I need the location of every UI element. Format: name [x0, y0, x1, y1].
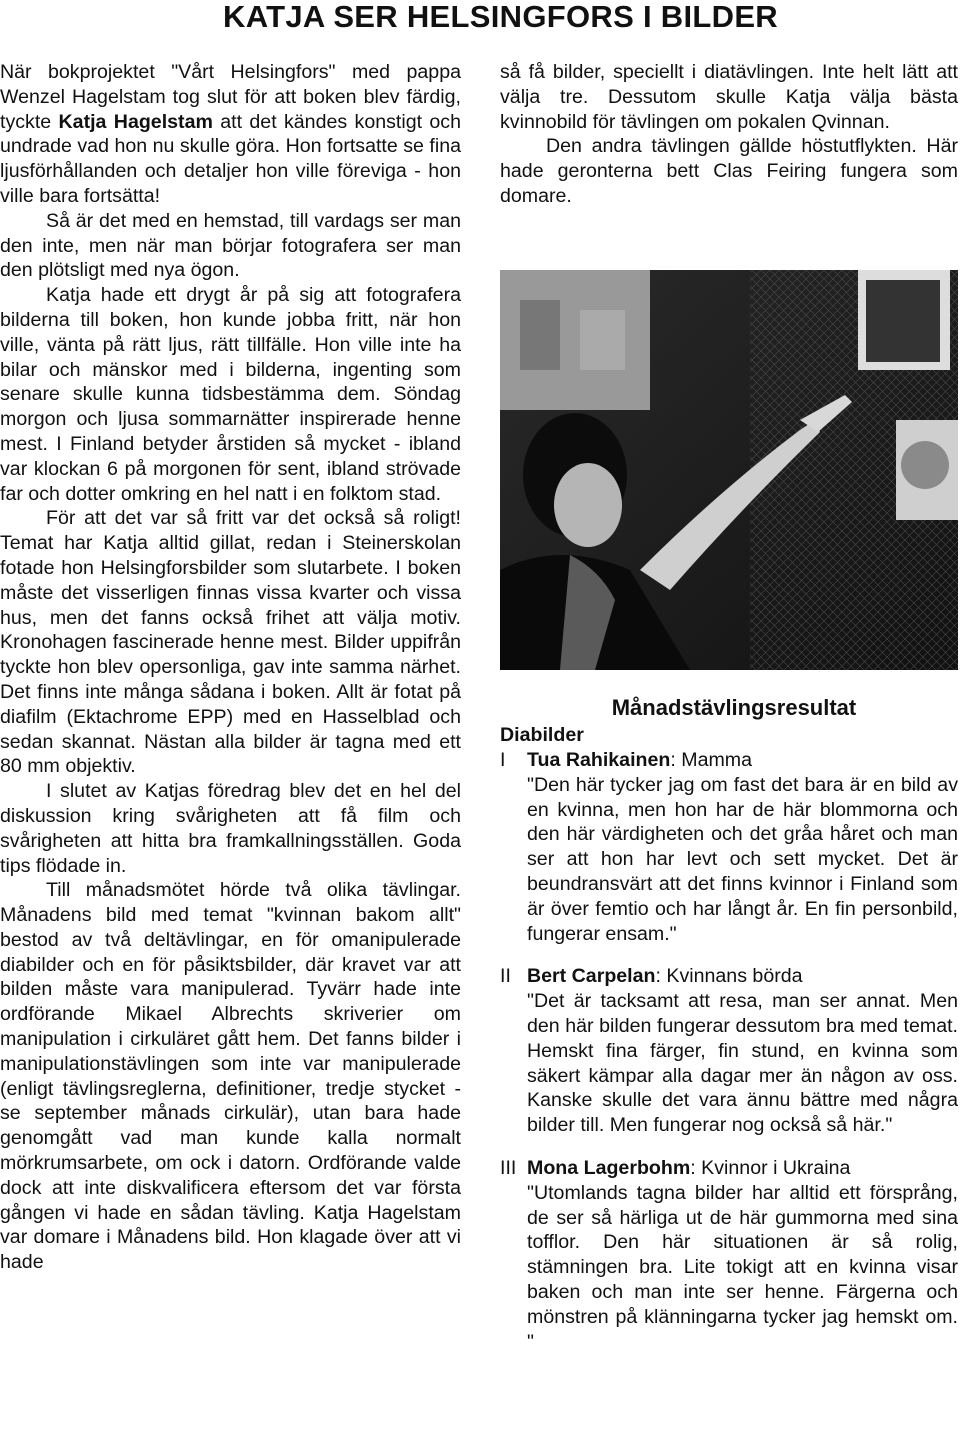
right-paragraph-2: Den andra tävlingen gällde höstutflykten. Här hade geronterna bett Clas Feiring fungera som domare. [500, 135, 958, 207]
results-title: Månadstävlingsresultat [611, 695, 857, 720]
result-entry-head [500, 748, 958, 773]
paragraph-4: För att det var så fritt var det också så roligt! Temat har Katja alltid gillat, redan i Steinerskolan fotade hon Helsingforsbilder som slutarbete. I boken måste det visserligen finnas vissa kvarter och vissa hus, men det fanns också frihet att välja motiv. Kronohagen fascinerade henne mest. Bilder uppifrån tyckte hon blev opersonliga, gav inte samma närhet. Det finns inte många sådana i boken. Allt är fotat på diafilm (Ektachrome EPP) med en Hasselblad och sedan skannat. Nästan alla bilder är tagna med ett 80 mm objektiv. [0, 507, 461, 778]
winner-name: Tua Rahikainen [527, 749, 671, 771]
paragraph-3: Katja hade ett drygt år på sig att fotografera bilderna till boken, hon kunde jobba fritt, när hon ville, vänta på rätt ljus, rätt tillfälle. Hon ville inte ha bilar och mänskor med i bilderna, ingenting som senare skulle kunna tidsbestämma dem. Söndag morgon och ljusa sommarnätter inspirerade henne mest. I Finland betyder årstiden så mycket - ibland var klockan 6 på morgonen för sent, ibland strövade far och dotter omkring en hel natt i en folktom stad. [0, 284, 461, 505]
paragraph-5: I slutet av Katjas föredrag blev det en hel del diskussion kring svårigheten att få film och svårigheten att hitta bra framkallningsställen. Goda tips flödade in. [0, 780, 461, 877]
left-column [0, 60, 461, 1275]
work-title: : Kvinnor i Ukraina [690, 1156, 851, 1179]
right-paragraph-1: så få bilder, speciellt i diatävlingen. Inte helt lätt att välja tre. Dessutom skulle Katja välja bästa kvinnobild för tävlingen om pokalen Qvinnan. [500, 61, 958, 133]
photo-katja-presenting [500, 270, 958, 670]
rank-label: II [500, 965, 511, 988]
winner-name: Bert Carpelan [527, 965, 656, 988]
judge-quote: "Utomlands tagna bilder har alltid ett försprång, de ser så härliga ut de här gummorna med sina tofflor. Den här situationen är så rolig, stämningen bra. Lite tokigt att en kvinna visar baken och man inte ser henne. Färgerna och mönstren på klänningarna tycker jag hemskt om. " [527, 1181, 958, 1353]
paragraph-1-start: När bokprojektet "Vårt Helsingfors" med pappa Wenzel Hagelstam tog slut för att boken blev färdig, tyckte [0, 61, 461, 133]
result-title [527, 748, 752, 773]
judge-quote: "Den här tycker jag om fast det bara är en bild av en kvinna, men hon har de här blommorna och den här värdigheten och det gråa håret och man ser att hon har levt och sett mycket. Det är beundransvärt att det finns kvinnor i Finland som är över femtio och har långt år. En fin personbild, fungerar ensam." [527, 773, 958, 945]
article-title: KATJA SER HELSINGFORS I BILDER [223, 0, 778, 34]
result-entry-1 [500, 748, 958, 946]
result-entry-2 [500, 964, 958, 1138]
work-title: : Kvinnans börda [655, 965, 803, 988]
paragraph-6: Till månadsmötet hörde två olika tävlingar. Månadens bild med temat "kvinnan bakom allt" bestod av två deltävlingar, en för omanipulerade diabilder och en för påsiktsbilder, där kravet var att bilden måste vara manipulerad. Tyvärr hade inte ordförande Mikael Albrechts skriverier om manipulation i cirkuläret gått hem. Det fanns bilder i manipulationstävlingen som inte var manipulerade (enligt tävlingsreglerna, definitioner, tredje stycket - se september månads cirkulär), utan bara hade genomgått vad man kunde kalla normalt mörkrumsarbete, om ock i datorn. Ordförande valde dock att inte diskvalificera eftersom det var första gången vi hade en sådan tävling. Katja Hagelstam var domare i Månadens bild. Hon klagade över att vi hade [0, 879, 461, 1274]
paragraph-1-end: att det kändes konstigt och undrade vad hon nu skulle göra. Hon fortsatte se fina ljusförhållanden och detaljer hon ville föreviga - hon ville bara fortsätta! [0, 110, 461, 207]
photographer-name: Katja Hagelstam [58, 110, 213, 133]
paragraph-2: Så är det med en hemstad, till vardags ser man den inte, men när man börjar fotografera ser man den plötsligt med nya ögon. [0, 209, 461, 282]
result-entry-3 [500, 1156, 958, 1354]
rank-label: III [500, 1156, 517, 1179]
right-column [500, 60, 958, 209]
result-title [527, 1156, 850, 1181]
result-entry-head [500, 1156, 958, 1181]
results-subtitle: Diabilder [500, 724, 584, 746]
paragraph-1 [0, 60, 461, 209]
results-section [500, 694, 958, 1372]
winner-name: Mona Lagerbohm [527, 1156, 691, 1179]
judge-quote: "Det är tacksamt att resa, man ser annat. Men den här bilden fungerar dessutom bra med temat. Hemskt fina färger, fin stund, en kvinna som säkert kämpar alla dagar mer än någon av oss. Kanske skulle det vara ännu bättre med några bilder till. Men fungerar nog också så här." [527, 990, 958, 1137]
rank-label: I [500, 749, 506, 771]
work-title: : Mamma [670, 749, 753, 771]
photo-illustration [500, 270, 958, 670]
result-entry-head [500, 964, 958, 989]
result-title [527, 964, 803, 989]
